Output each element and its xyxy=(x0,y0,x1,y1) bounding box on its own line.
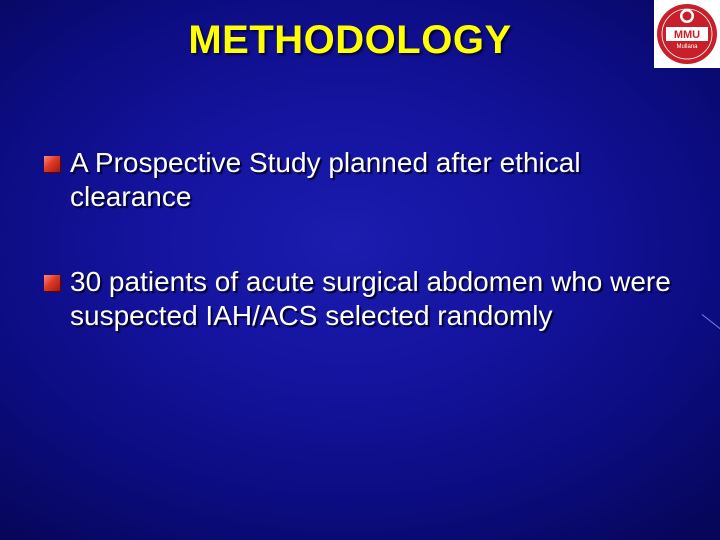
bullet-list xyxy=(44,146,684,333)
logo-seal-icon xyxy=(654,0,720,68)
logo-subtext: Mullana xyxy=(676,44,698,50)
square-bullet-icon xyxy=(44,275,60,291)
bullet-text: A Prospective Study planned after ethical clearance xyxy=(70,147,581,212)
bullet-item xyxy=(44,265,684,333)
bullet-text: 30 patients of acute surgical abdomen who were suspected IAH/ACS selected randomly xyxy=(70,266,671,331)
square-bullet-icon xyxy=(44,156,60,172)
bullet-item xyxy=(44,146,684,214)
logo-text: MMU xyxy=(673,29,701,41)
decorative-line xyxy=(702,314,720,333)
slide-title: METHODOLOGY xyxy=(188,18,512,62)
university-logo xyxy=(654,0,720,68)
